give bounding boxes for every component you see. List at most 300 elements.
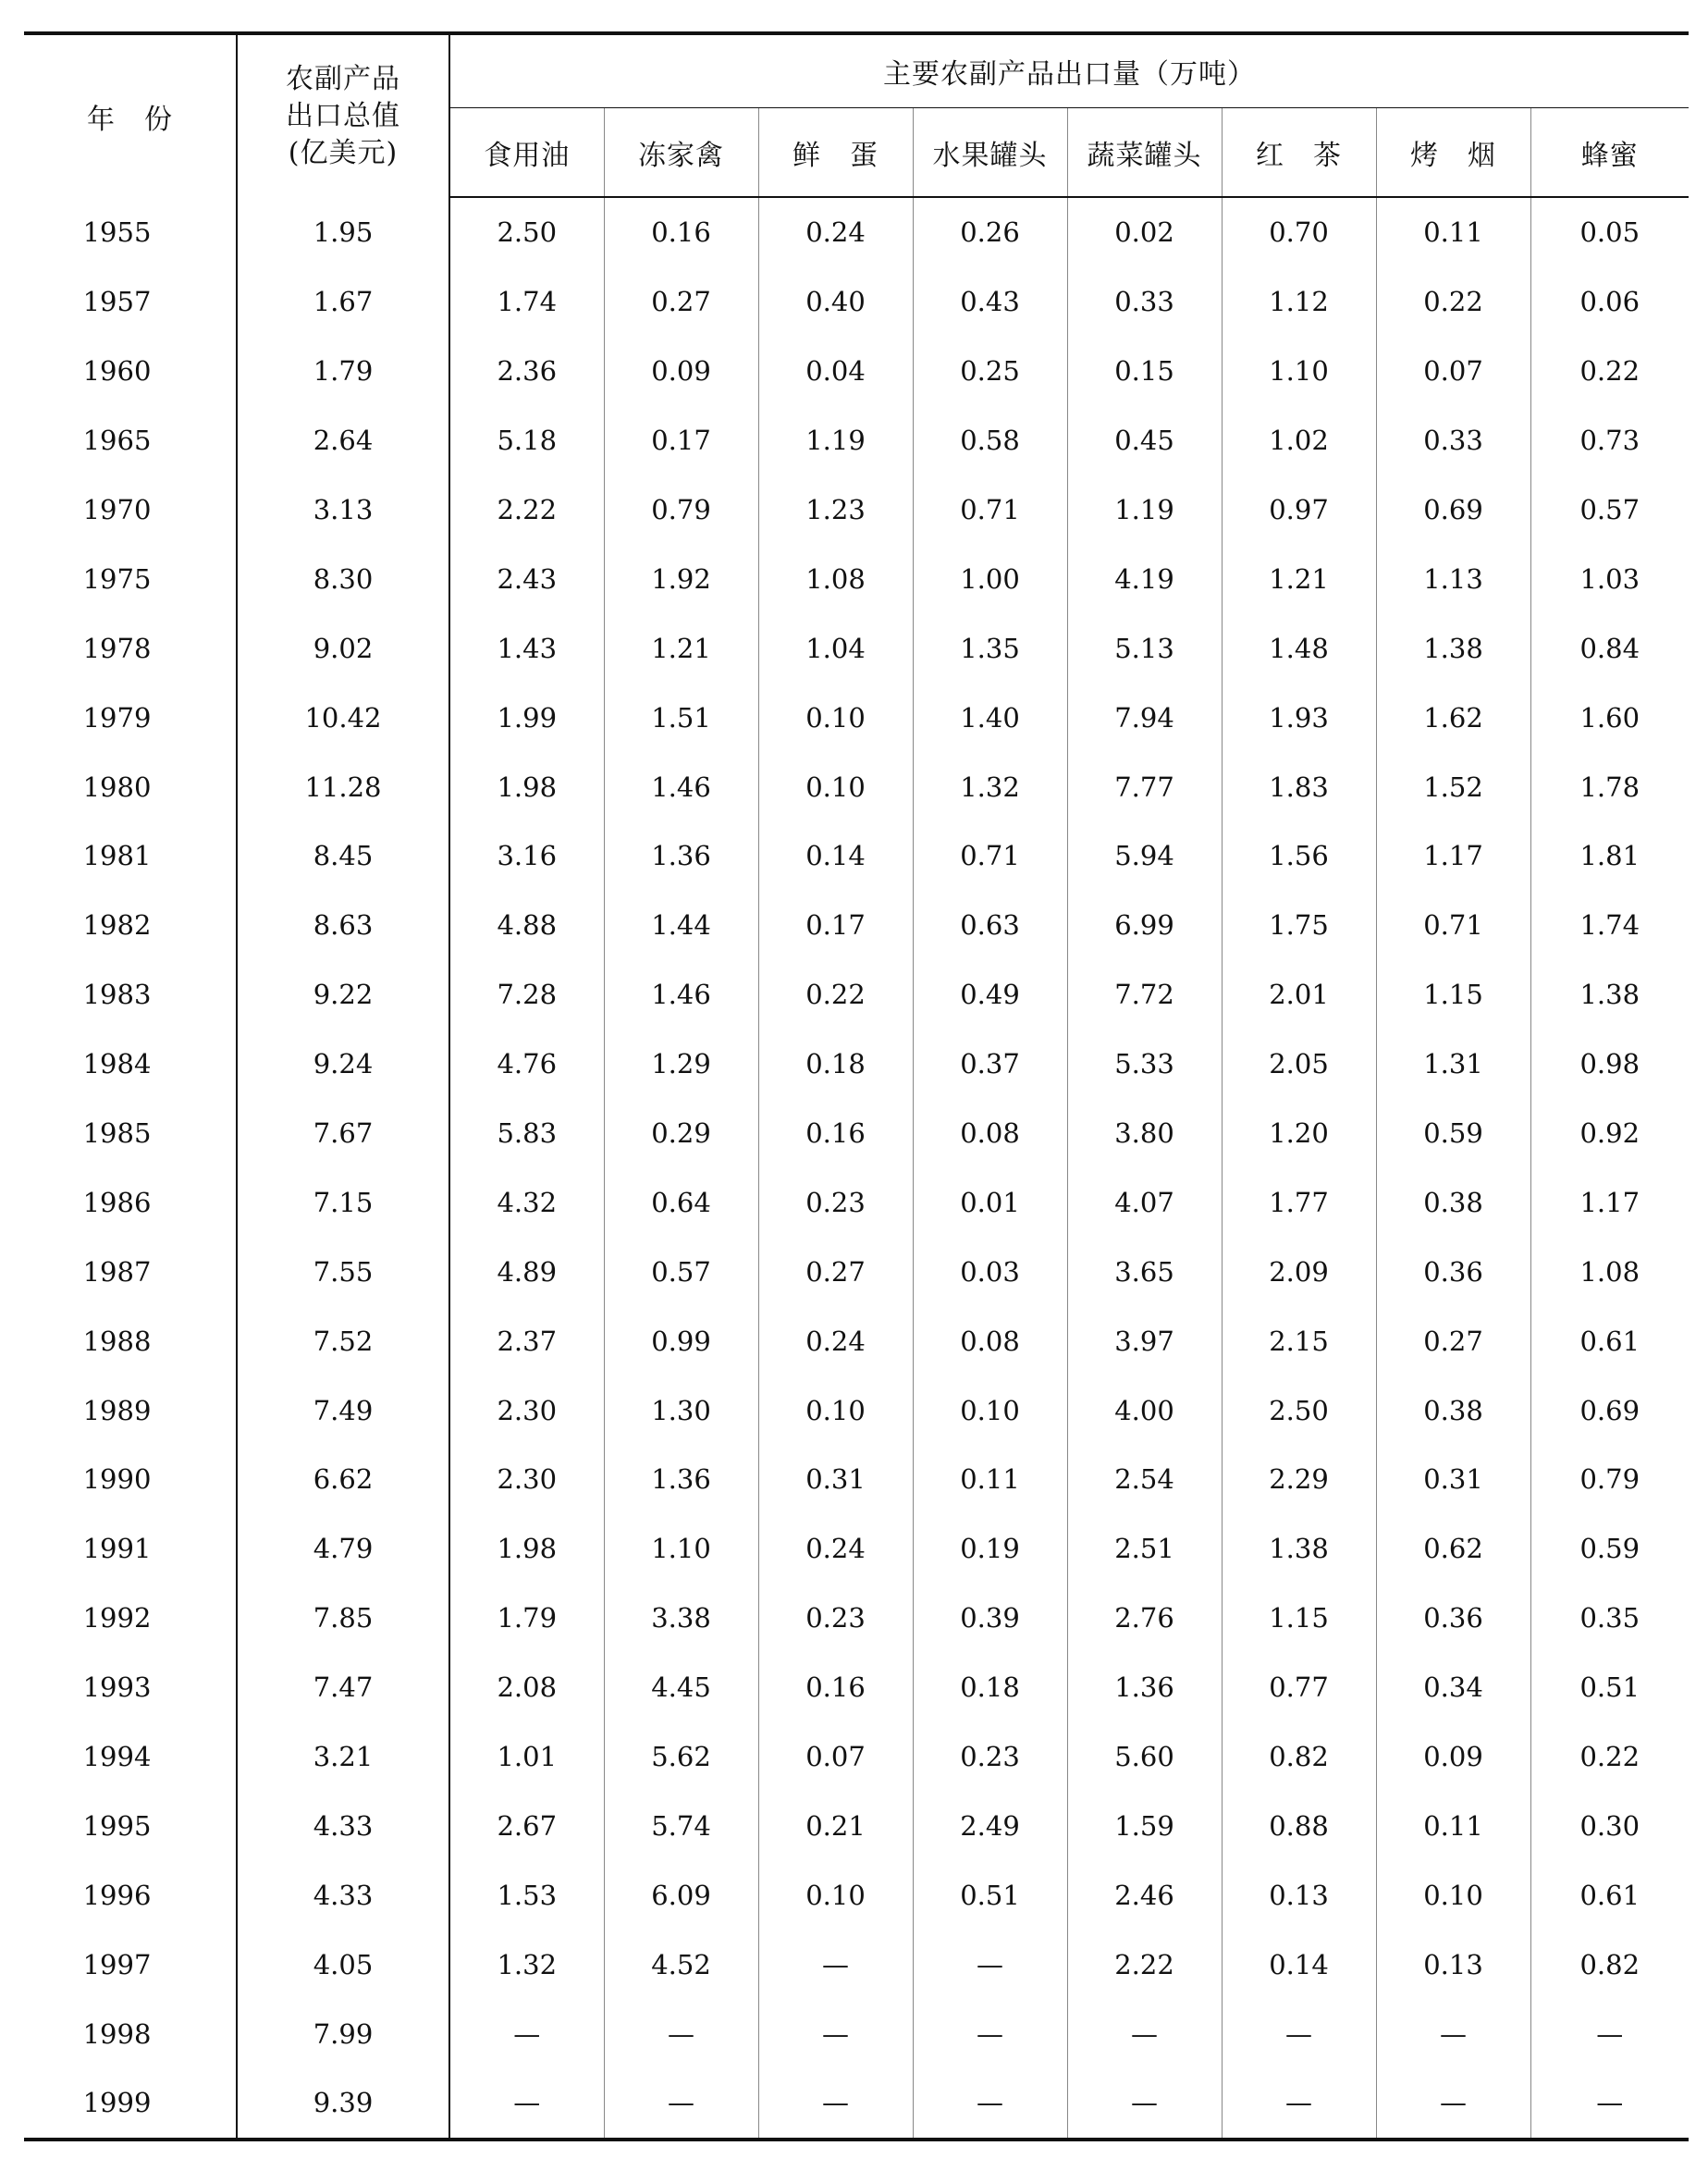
table-row	[24, 1375, 1689, 1445]
export-volume-cell: 1.20	[1222, 1099, 1376, 1168]
export-volume-cell: 0.27	[1376, 1306, 1530, 1375]
year-cell: 1955	[82, 216, 152, 248]
export-volume-cell: —	[913, 2068, 1067, 2140]
export-volume-cell: 2.43	[449, 544, 604, 613]
export-volume-cell: 0.62	[1376, 1514, 1530, 1584]
export-volume-cell: 0.10	[758, 1375, 913, 1445]
export-volume-cell: —	[604, 1999, 758, 2068]
export-volume-cell: 0.07	[1376, 337, 1530, 406]
year-cell: 1998	[82, 2017, 152, 2050]
total-value-cell: 7.49	[237, 1375, 449, 1445]
export-volume-cell: 1.99	[449, 683, 604, 752]
export-volume-cell: 0.39	[913, 1584, 1067, 1653]
export-volume-cell: 6.09	[604, 1860, 758, 1930]
total-value-column-header	[237, 33, 449, 197]
export-volume-cell: 0.09	[1376, 1722, 1530, 1792]
export-volume-cell: 0.11	[1376, 197, 1530, 267]
export-volume-cell: 2.50	[449, 197, 604, 267]
export-volume-cell: 0.71	[1376, 891, 1530, 960]
export-volume-cell: 1.17	[1376, 821, 1530, 891]
year-cell: 1979	[82, 701, 152, 734]
export-volume-cell: 1.02	[1222, 406, 1376, 475]
export-volume-cell: 0.01	[913, 1167, 1067, 1237]
export-volume-cell: 0.07	[758, 1722, 913, 1792]
export-volume-cell: 1.60	[1530, 683, 1689, 752]
total-value-cell: 4.33	[237, 1791, 449, 1860]
product-header-canned-fruit: 水果罐头	[913, 108, 1067, 198]
export-volume-cell: 1.00	[913, 544, 1067, 613]
total-value-cell: 1.95	[237, 197, 449, 267]
export-volume-cell: 0.27	[604, 267, 758, 337]
export-volume-cell: —	[1222, 2068, 1376, 2140]
export-volume-cell: 3.65	[1067, 1237, 1222, 1306]
export-volume-cell: 0.30	[1530, 1791, 1689, 1860]
export-volume-cell: 4.19	[1067, 544, 1222, 613]
export-volume-cell: 2.49	[913, 1791, 1067, 1860]
export-volume-cell: 0.82	[1530, 1930, 1689, 1999]
year-cell: 1980	[82, 771, 152, 803]
export-volume-cell: 2.67	[449, 1791, 604, 1860]
export-volume-cell: 7.77	[1067, 752, 1222, 821]
export-volume-cell: 1.38	[1376, 613, 1530, 683]
total-value-cell: 9.02	[237, 613, 449, 683]
export-volume-cell: 0.79	[604, 475, 758, 545]
export-volume-cell: 5.62	[604, 1722, 758, 1792]
export-volume-cell: 1.36	[1067, 1653, 1222, 1722]
export-volume-cell: 0.04	[758, 337, 913, 406]
export-volume-cell: 0.16	[758, 1099, 913, 1168]
export-volume-cell: 1.10	[1222, 337, 1376, 406]
export-volume-cell: 0.08	[913, 1099, 1067, 1168]
export-volume-cell: 0.08	[913, 1306, 1067, 1375]
export-volume-cell: 1.32	[913, 752, 1067, 821]
total-value-cell: 7.47	[237, 1653, 449, 1722]
export-volume-cell: 0.31	[1376, 1445, 1530, 1514]
export-volume-cell: 2.22	[449, 475, 604, 545]
export-volume-cell: 4.07	[1067, 1167, 1222, 1237]
export-volume-cell: 0.84	[1530, 613, 1689, 683]
export-volume-cell: 0.23	[913, 1722, 1067, 1792]
export-volume-cell: 1.29	[604, 1030, 758, 1099]
export-volume-cell: 5.94	[1067, 821, 1222, 891]
export-volume-cell: 1.21	[604, 613, 758, 683]
export-volume-cell: 0.58	[913, 406, 1067, 475]
table-row	[24, 683, 1689, 752]
export-volume-cell: 1.30	[604, 1375, 758, 1445]
export-volume-cell: 7.72	[1067, 960, 1222, 1030]
export-volume-cell: 0.10	[1376, 1860, 1530, 1930]
export-volume-cell: 1.92	[604, 544, 758, 613]
export-volume-cell: 5.33	[1067, 1030, 1222, 1099]
export-volume-cell: 0.24	[758, 197, 913, 267]
table-row	[24, 1653, 1689, 1722]
export-volume-cell: 0.98	[1530, 1030, 1689, 1099]
year-cell: 1965	[82, 425, 152, 457]
export-volume-cell: —	[758, 1930, 913, 1999]
export-volume-cell: 0.69	[1376, 475, 1530, 545]
year-cell: 1994	[82, 1741, 152, 1773]
table-row	[24, 337, 1689, 406]
export-volume-cell: 0.36	[1376, 1584, 1530, 1653]
export-volume-cell: 0.59	[1376, 1099, 1530, 1168]
export-volume-cell: 3.38	[604, 1584, 758, 1653]
export-volume-cell: 0.21	[758, 1791, 913, 1860]
export-statistics-table-container	[24, 31, 1689, 2141]
export-volume-cell: 0.22	[1376, 267, 1530, 337]
export-volume-cell: 0.33	[1376, 406, 1530, 475]
export-volume-cell: —	[1222, 1999, 1376, 2068]
export-volume-cell: 1.74	[1530, 891, 1689, 960]
total-value-cell: 1.67	[237, 267, 449, 337]
export-volume-cell: 0.77	[1222, 1653, 1376, 1722]
export-volume-cell: 1.21	[1222, 544, 1376, 613]
export-volume-cell: 1.74	[449, 267, 604, 337]
export-volume-cell: 1.15	[1376, 960, 1530, 1030]
total-value-cell: 8.30	[237, 544, 449, 613]
export-volume-cell: 1.77	[1222, 1167, 1376, 1237]
year-cell: 1960	[82, 355, 152, 388]
product-header-edible-oil: 食用油	[449, 108, 604, 198]
export-volume-cell: 3.80	[1067, 1099, 1222, 1168]
export-volume-cell: 0.59	[1530, 1514, 1689, 1584]
table-row	[24, 1930, 1689, 1999]
table-row	[24, 1860, 1689, 1930]
export-volume-cell: 0.35	[1530, 1584, 1689, 1653]
export-volume-cell: 0.22	[1530, 337, 1689, 406]
export-volume-cell: 4.88	[449, 891, 604, 960]
export-volume-cell: —	[1067, 2068, 1222, 2140]
export-volume-cell: 1.40	[913, 683, 1067, 752]
product-header-black-tea: 红 茶	[1222, 108, 1376, 198]
export-volume-cell: 3.97	[1067, 1306, 1222, 1375]
export-volume-cell: 5.13	[1067, 613, 1222, 683]
total-value-cell: 6.62	[237, 1445, 449, 1514]
table-row	[24, 752, 1689, 821]
year-cell: 1985	[82, 1117, 152, 1150]
export-volume-cell: 1.08	[1530, 1237, 1689, 1306]
table-row	[24, 267, 1689, 337]
product-header-honey: 蜂蜜	[1530, 108, 1689, 198]
total-header-line: (亿美元)	[288, 136, 399, 169]
export-volume-cell: 0.27	[758, 1237, 913, 1306]
year-cell: 1978	[82, 632, 152, 664]
export-volume-cell: —	[758, 2068, 913, 2140]
export-volume-cell: 6.99	[1067, 891, 1222, 960]
export-volume-cell: 2.22	[1067, 1930, 1222, 1999]
year-cell: 1991	[82, 1533, 152, 1565]
export-volume-cell: 0.11	[1376, 1791, 1530, 1860]
table-row	[24, 613, 1689, 683]
table-row	[24, 960, 1689, 1030]
export-volume-cell: 0.16	[604, 197, 758, 267]
export-volume-cell: 1.48	[1222, 613, 1376, 683]
export-volume-cell: —	[449, 2068, 604, 2140]
table-row	[24, 2068, 1689, 2140]
year-cell: 1989	[82, 1394, 152, 1426]
export-volume-cell: 0.26	[913, 197, 1067, 267]
export-volume-cell: 1.43	[449, 613, 604, 683]
export-volume-cell: 0.49	[913, 960, 1067, 1030]
year-cell: 1995	[82, 1809, 152, 1842]
export-volume-cell: 2.50	[1222, 1375, 1376, 1445]
export-volume-cell: 1.38	[1222, 1514, 1376, 1584]
export-volume-cell: —	[449, 1999, 604, 2068]
product-header-frozen-poultry: 冻家禽	[604, 108, 758, 198]
total-value-cell: 3.13	[237, 475, 449, 545]
year-cell: 1990	[82, 1463, 152, 1496]
table-row	[24, 406, 1689, 475]
table-row	[24, 1445, 1689, 1514]
total-value-cell: 9.22	[237, 960, 449, 1030]
export-volume-cell: 0.03	[913, 1237, 1067, 1306]
export-volume-cell: 2.46	[1067, 1860, 1222, 1930]
export-volume-cell: 2.30	[449, 1375, 604, 1445]
export-volume-cell: 0.71	[913, 821, 1067, 891]
total-value-cell: 11.28	[237, 752, 449, 821]
year-cell: 1983	[82, 979, 152, 1011]
export-volume-cell: 2.05	[1222, 1030, 1376, 1099]
export-volume-cell: 0.45	[1067, 406, 1222, 475]
export-volume-cell: 0.64	[604, 1167, 758, 1237]
export-volume-cell: 1.17	[1530, 1167, 1689, 1237]
export-volume-cell: 1.83	[1222, 752, 1376, 821]
export-volume-cell: 0.13	[1222, 1860, 1376, 1930]
export-volume-cell: 1.79	[449, 1584, 604, 1653]
export-volume-cell: 0.10	[758, 683, 913, 752]
export-volume-cell: 1.03	[1530, 544, 1689, 613]
export-volume-cell: 0.99	[604, 1306, 758, 1375]
export-volume-cell: 0.63	[913, 891, 1067, 960]
table-row	[24, 1722, 1689, 1792]
total-header-line: 农副产品	[286, 62, 400, 95]
export-volume-cell: 1.98	[449, 752, 604, 821]
export-volume-cell: 1.08	[758, 544, 913, 613]
export-volume-cell: 1.52	[1376, 752, 1530, 821]
product-header-canned-vegetables: 蔬菜罐头	[1067, 108, 1222, 198]
export-volume-cell: 0.69	[1530, 1375, 1689, 1445]
total-value-cell: 4.79	[237, 1514, 449, 1584]
table-header	[24, 33, 1689, 197]
export-volume-cell: 1.19	[1067, 475, 1222, 545]
export-volume-cell: 1.36	[604, 821, 758, 891]
total-value-cell: 7.67	[237, 1099, 449, 1168]
export-volume-cell: 4.45	[604, 1653, 758, 1722]
export-volume-cell: 0.22	[758, 960, 913, 1030]
export-volume-cell: 1.75	[1222, 891, 1376, 960]
table-body	[24, 197, 1689, 2140]
export-volume-cell: 2.01	[1222, 960, 1376, 1030]
export-volume-cell: —	[913, 1999, 1067, 2068]
year-cell: 1988	[82, 1325, 152, 1357]
export-volume-cell: 1.93	[1222, 683, 1376, 752]
export-volume-cell: 0.73	[1530, 406, 1689, 475]
export-volume-cell: 0.61	[1530, 1860, 1689, 1930]
export-volume-cell: 4.76	[449, 1030, 604, 1099]
table-row	[24, 1791, 1689, 1860]
export-volume-cell: 0.23	[758, 1167, 913, 1237]
year-cell: 1970	[82, 494, 152, 525]
export-volume-cell: 1.46	[604, 752, 758, 821]
export-volume-cell: 2.54	[1067, 1445, 1222, 1514]
table-row	[24, 821, 1689, 891]
table-row	[24, 1306, 1689, 1375]
table-row	[24, 475, 1689, 545]
table-row	[24, 1999, 1689, 2068]
export-volume-cell: 0.24	[758, 1514, 913, 1584]
product-header-fresh-eggs: 鲜 蛋	[758, 108, 913, 198]
export-volume-cell: 1.98	[449, 1514, 604, 1584]
export-volume-cell: 0.57	[1530, 475, 1689, 545]
export-volume-cell: 0.71	[913, 475, 1067, 545]
header-row-top	[24, 33, 1689, 108]
export-volume-cell: 2.09	[1222, 1237, 1376, 1306]
export-volume-cell: 0.02	[1067, 197, 1222, 267]
export-volume-cell: 0.29	[604, 1099, 758, 1168]
export-volume-cell: 0.14	[1222, 1930, 1376, 1999]
product-header-flue-cured-tobacco: 烤 烟	[1376, 108, 1530, 198]
export-volume-cell: 0.51	[1530, 1653, 1689, 1722]
export-volume-cell: 1.15	[1222, 1584, 1376, 1653]
export-volume-cell: —	[1376, 2068, 1530, 2140]
year-cell: 1957	[82, 286, 152, 318]
export-volume-cell: 0.05	[1530, 197, 1689, 267]
year-cell: 1982	[82, 909, 152, 942]
year-cell: 1975	[82, 562, 152, 595]
total-value-cell: 3.21	[237, 1722, 449, 1792]
export-volume-cell: 0.18	[913, 1653, 1067, 1722]
export-volume-cell: 2.15	[1222, 1306, 1376, 1375]
year-cell: 1993	[82, 1671, 152, 1704]
export-volume-cell: 7.94	[1067, 683, 1222, 752]
export-volume-cell: 0.51	[913, 1860, 1067, 1930]
year-cell: 1984	[82, 1048, 152, 1080]
export-volume-cell: 0.17	[758, 891, 913, 960]
export-volume-cell: —	[913, 1930, 1067, 1999]
export-volume-cell: 0.82	[1222, 1722, 1376, 1792]
export-volume-cell: 0.06	[1530, 267, 1689, 337]
export-volume-cell: 1.44	[604, 891, 758, 960]
export-volume-cell: 0.33	[1067, 267, 1222, 337]
export-volume-cell: 0.79	[1530, 1445, 1689, 1514]
export-volume-group-header: 主要农副产品出口量（万吨）	[449, 33, 1689, 108]
export-volume-cell: —	[1530, 2068, 1689, 2140]
export-volume-cell: 1.56	[1222, 821, 1376, 891]
export-volume-cell: 7.28	[449, 960, 604, 1030]
export-volume-cell: 3.16	[449, 821, 604, 891]
export-volume-cell: 4.89	[449, 1237, 604, 1306]
export-volume-cell: 2.76	[1067, 1584, 1222, 1653]
year-column-header: 年 份	[24, 33, 237, 197]
total-value-cell: 7.85	[237, 1584, 449, 1653]
total-value-cell: 4.33	[237, 1860, 449, 1930]
total-value-cell: 8.63	[237, 891, 449, 960]
table-row	[24, 1237, 1689, 1306]
export-volume-cell: 4.32	[449, 1167, 604, 1237]
total-value-cell: 4.05	[237, 1930, 449, 1999]
total-value-cell: 9.39	[237, 2068, 449, 2140]
export-volume-cell: 1.31	[1376, 1030, 1530, 1099]
export-volume-cell: 2.30	[449, 1445, 604, 1514]
export-volume-cell: 0.16	[758, 1653, 913, 1722]
export-volume-cell: 1.10	[604, 1514, 758, 1584]
export-volume-cell: 1.53	[449, 1860, 604, 1930]
total-value-cell: 9.24	[237, 1030, 449, 1099]
export-volume-cell: —	[758, 1999, 913, 2068]
export-volume-cell: 1.81	[1530, 821, 1689, 891]
export-volume-cell: 1.04	[758, 613, 913, 683]
export-statistics-table	[24, 31, 1689, 2141]
export-volume-cell: 1.19	[758, 406, 913, 475]
year-cell: 1997	[82, 1948, 152, 1980]
total-value-cell: 2.64	[237, 406, 449, 475]
year-cell: 1996	[82, 1879, 152, 1911]
year-cell: 1981	[82, 840, 152, 872]
export-volume-cell: 5.83	[449, 1099, 604, 1168]
export-volume-cell: 0.38	[1376, 1167, 1530, 1237]
export-volume-cell: 4.00	[1067, 1375, 1222, 1445]
export-volume-cell: —	[1067, 1999, 1222, 2068]
export-volume-cell: 5.18	[449, 406, 604, 475]
export-volume-cell: 1.78	[1530, 752, 1689, 821]
total-value-cell: 10.42	[237, 683, 449, 752]
export-volume-cell: 0.92	[1530, 1099, 1689, 1168]
year-cell: 1987	[82, 1255, 152, 1288]
total-value-cell: 7.55	[237, 1237, 449, 1306]
export-volume-cell: 0.31	[758, 1445, 913, 1514]
export-volume-cell: 2.51	[1067, 1514, 1222, 1584]
export-volume-cell: 0.13	[1376, 1930, 1530, 1999]
export-volume-cell: 2.29	[1222, 1445, 1376, 1514]
table-row	[24, 1167, 1689, 1237]
export-volume-cell: 5.74	[604, 1791, 758, 1860]
total-header-line: 出口总值	[286, 99, 400, 132]
export-volume-cell: 0.57	[604, 1237, 758, 1306]
table-row	[24, 891, 1689, 960]
export-volume-cell: 0.15	[1067, 337, 1222, 406]
year-cell: 1992	[82, 1602, 152, 1634]
export-volume-cell: 0.40	[758, 267, 913, 337]
export-volume-cell: 0.36	[1376, 1237, 1530, 1306]
export-volume-cell: 0.43	[913, 267, 1067, 337]
table-row	[24, 1099, 1689, 1168]
export-volume-cell: 0.25	[913, 337, 1067, 406]
export-volume-cell: 0.23	[758, 1584, 913, 1653]
export-volume-cell: 0.19	[913, 1514, 1067, 1584]
export-volume-cell: 0.37	[913, 1030, 1067, 1099]
export-volume-cell: 2.37	[449, 1306, 604, 1375]
export-volume-cell: 0.14	[758, 821, 913, 891]
export-volume-cell: 1.23	[758, 475, 913, 545]
export-volume-cell: —	[1530, 1999, 1689, 2068]
export-volume-cell: 0.61	[1530, 1306, 1689, 1375]
export-volume-cell: 0.24	[758, 1306, 913, 1375]
export-volume-cell: 1.35	[913, 613, 1067, 683]
total-value-cell: 8.45	[237, 821, 449, 891]
export-volume-cell: 1.62	[1376, 683, 1530, 752]
export-volume-cell: 0.10	[758, 1860, 913, 1930]
export-volume-cell: 0.88	[1222, 1791, 1376, 1860]
total-value-cell: 1.79	[237, 337, 449, 406]
total-value-cell: 7.15	[237, 1167, 449, 1237]
total-value-cell: 7.99	[237, 1999, 449, 2068]
export-volume-cell: 1.59	[1067, 1791, 1222, 1860]
export-volume-cell: —	[1376, 1999, 1530, 2068]
export-volume-cell: 5.60	[1067, 1722, 1222, 1792]
export-volume-cell: 0.10	[758, 752, 913, 821]
total-value-cell: 7.52	[237, 1306, 449, 1375]
table-row	[24, 1584, 1689, 1653]
export-volume-cell: 1.38	[1530, 960, 1689, 1030]
